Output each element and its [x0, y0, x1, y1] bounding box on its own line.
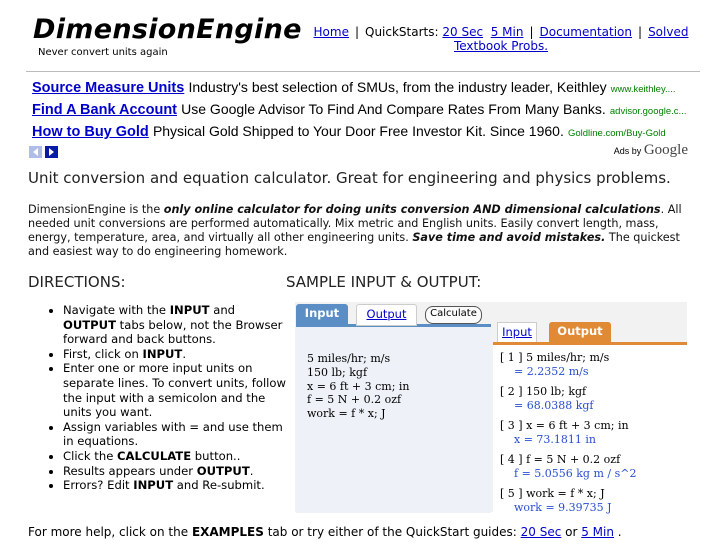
nav-quickstart-20sec-link[interactable]: 20 Sec [442, 25, 484, 39]
direction-text: tabs below, not the Browser forward and back buttons. [63, 317, 283, 347]
ad-url[interactable]: Goldline.com/Buy-Gold [567, 128, 666, 139]
input-code [307, 352, 410, 421]
sample-heading: SAMPLE INPUT & OUTPUT: [286, 273, 482, 291]
desc-emphasis: only online calculator for doing units conversion AND dimensional calculations [163, 203, 661, 216]
top-navigation [306, 25, 696, 53]
direction-keyword: OUTPUT [63, 317, 116, 332]
direction-keyword: INPUT [169, 303, 210, 317]
tagline: Never convert units again [38, 47, 168, 58]
result-entry [500, 419, 629, 447]
ad-url[interactable]: www.keithley.... [610, 84, 676, 95]
direction-item [63, 478, 291, 493]
result-entry [500, 385, 593, 413]
ad-item[interactable] [32, 79, 676, 99]
result-expression: [ 5 ] work = f * x; J [500, 487, 605, 500]
sample-input-tab: Input [497, 322, 537, 344]
result-value: f = 5.0556 kg m / s^2 [514, 466, 637, 480]
result-value: = 68.0388 kgf [514, 398, 594, 412]
result-value: x = 73.1811 in [514, 432, 597, 446]
chevron-right-icon [47, 147, 56, 157]
desc-text: The quickest and easiest way to do engineering homework. [28, 231, 680, 258]
footer-text: tab or try either of the QuickStart guides: [263, 525, 521, 539]
footer-quickstart-20sec-link[interactable]: 20 Sec [520, 525, 562, 539]
footer-examples-keyword: EXAMPLES [191, 525, 264, 539]
ad-item[interactable] [32, 123, 666, 143]
direction-keyword: CALCULATE [117, 448, 192, 463]
directions-list [48, 303, 291, 493]
direction-text: button.. [191, 448, 241, 463]
nav-quickstarts-label: QuickStarts: [365, 25, 439, 39]
sample-screenshot [295, 302, 687, 512]
ads-by-label: Ads by [613, 146, 642, 156]
chevron-left-icon [31, 147, 40, 157]
result-entry [500, 351, 609, 379]
direction-item [63, 361, 291, 419]
nav-home-link[interactable]: Home [313, 25, 349, 39]
result-expression: [ 4 ] f = 5 N + 0.2 ozf [500, 453, 621, 466]
directions-heading: DIRECTIONS: [28, 273, 126, 291]
result-value: work = 9.39735 J [514, 500, 612, 514]
footer-text: For more help, click on the [28, 525, 192, 539]
direction-text: Navigate with the [63, 303, 170, 317]
input-line: work = f * x; J [307, 407, 386, 421]
direction-text: . [249, 463, 254, 478]
ad-text: Industry's best selection of SMUs, from the industry leader, Keithley [188, 79, 607, 95]
result-entry [500, 487, 612, 515]
direction-text: and Re-submit. [173, 478, 265, 493]
sample-output-tab: Output [356, 304, 417, 326]
sample-calculate-button: Calculate [425, 306, 482, 324]
direction-item [63, 303, 291, 347]
result-entry [500, 453, 636, 481]
ad-prev-button[interactable] [29, 146, 42, 158]
nav-documentation-link[interactable]: Documentation [539, 25, 633, 39]
output-panel [493, 342, 687, 515]
footer-text: or [561, 525, 582, 539]
nav-separator: | [354, 25, 359, 39]
input-line: f = 5 N + 0.2 ozf [307, 393, 402, 407]
ad-url[interactable]: advisor.google.c... [609, 106, 687, 117]
nav-separator: | [638, 25, 643, 39]
direction-text: and [209, 303, 236, 317]
result-expression: [ 3 ] x = 6 ft + 3 cm; in [500, 419, 629, 432]
input-line: 150 lb; kgf [307, 365, 368, 379]
nav-separator: | [529, 25, 534, 39]
nav-quickstart-5min-link[interactable]: 5 Min [490, 25, 524, 39]
ad-next-button[interactable] [45, 146, 58, 158]
direction-item [63, 420, 291, 449]
ad-title-link[interactable]: Source Measure Units [32, 80, 185, 96]
direction-keyword: INPUT [133, 478, 174, 493]
direction-keyword: OUTPUT [196, 463, 250, 478]
input-panel [296, 324, 491, 513]
desc-text: . All needed unit conversions are performed automatically. Mix metric and English units. Easily convert length, mass, energy, temperature, area, and virtually all other engineering units. [28, 203, 682, 244]
header-divider [26, 71, 700, 72]
direction-text: First, click on [63, 346, 143, 361]
ad-text: Use Google Advisor To Find And Compare Rates From Many Banks. [181, 101, 606, 117]
direction-text: Click the [63, 448, 118, 463]
result-value: = 2.2352 m/s [514, 364, 589, 378]
result-expression: [ 2 ] 150 lb; kgf [500, 385, 587, 398]
direction-keyword: INPUT [142, 346, 183, 361]
google-logo: Google [643, 142, 688, 158]
direction-text: Results appears under [63, 463, 197, 478]
direction-text: Enter one or more input units on separate lines. To convert units, follow the input with a semicolon and the units you want. [63, 361, 286, 420]
direction-item [63, 449, 291, 464]
sample-input-tab-active: Input [296, 304, 348, 324]
input-line: x = 6 ft + 3 cm; in [307, 379, 410, 393]
footer-help [28, 525, 622, 539]
desc-text: DimensionEngine is the [28, 203, 164, 216]
desc-emphasis: Save time and avoid mistakes. [412, 231, 606, 244]
ad-block [28, 77, 690, 161]
result-expression: [ 1 ] 5 miles/hr; m/s [500, 351, 610, 364]
input-line: 5 miles/hr; m/s [307, 352, 391, 365]
sample-output-tab-active: Output [549, 322, 611, 342]
direction-text: Errors? Edit [63, 478, 134, 493]
footer-quickstart-5min-link[interactable]: 5 Min [581, 525, 614, 539]
footer-text: . [613, 525, 622, 539]
direction-item [63, 347, 291, 362]
intro-text: Unit conversion and equation calculator. Great for engineering and physics problems. [28, 169, 671, 187]
direction-text: Assign variables with = and use them in equations. [63, 419, 283, 449]
ad-title-link[interactable]: Find A Bank Account [32, 102, 177, 118]
nav-solved-textbook-link[interactable]: Solved Textbook Probs. [453, 25, 689, 53]
direction-text: . [182, 346, 187, 361]
ad-item[interactable] [32, 101, 686, 121]
description-paragraph [28, 203, 692, 259]
ad-text: Physical Gold Shipped to Your Door Free Investor Kit. Since 1960. [152, 123, 564, 139]
site-logo[interactable]: DimensionEngine [33, 14, 302, 45]
ad-title-link[interactable]: How to Buy Gold [32, 124, 149, 140]
direction-item [63, 464, 291, 479]
ads-by-google[interactable] [614, 142, 688, 159]
